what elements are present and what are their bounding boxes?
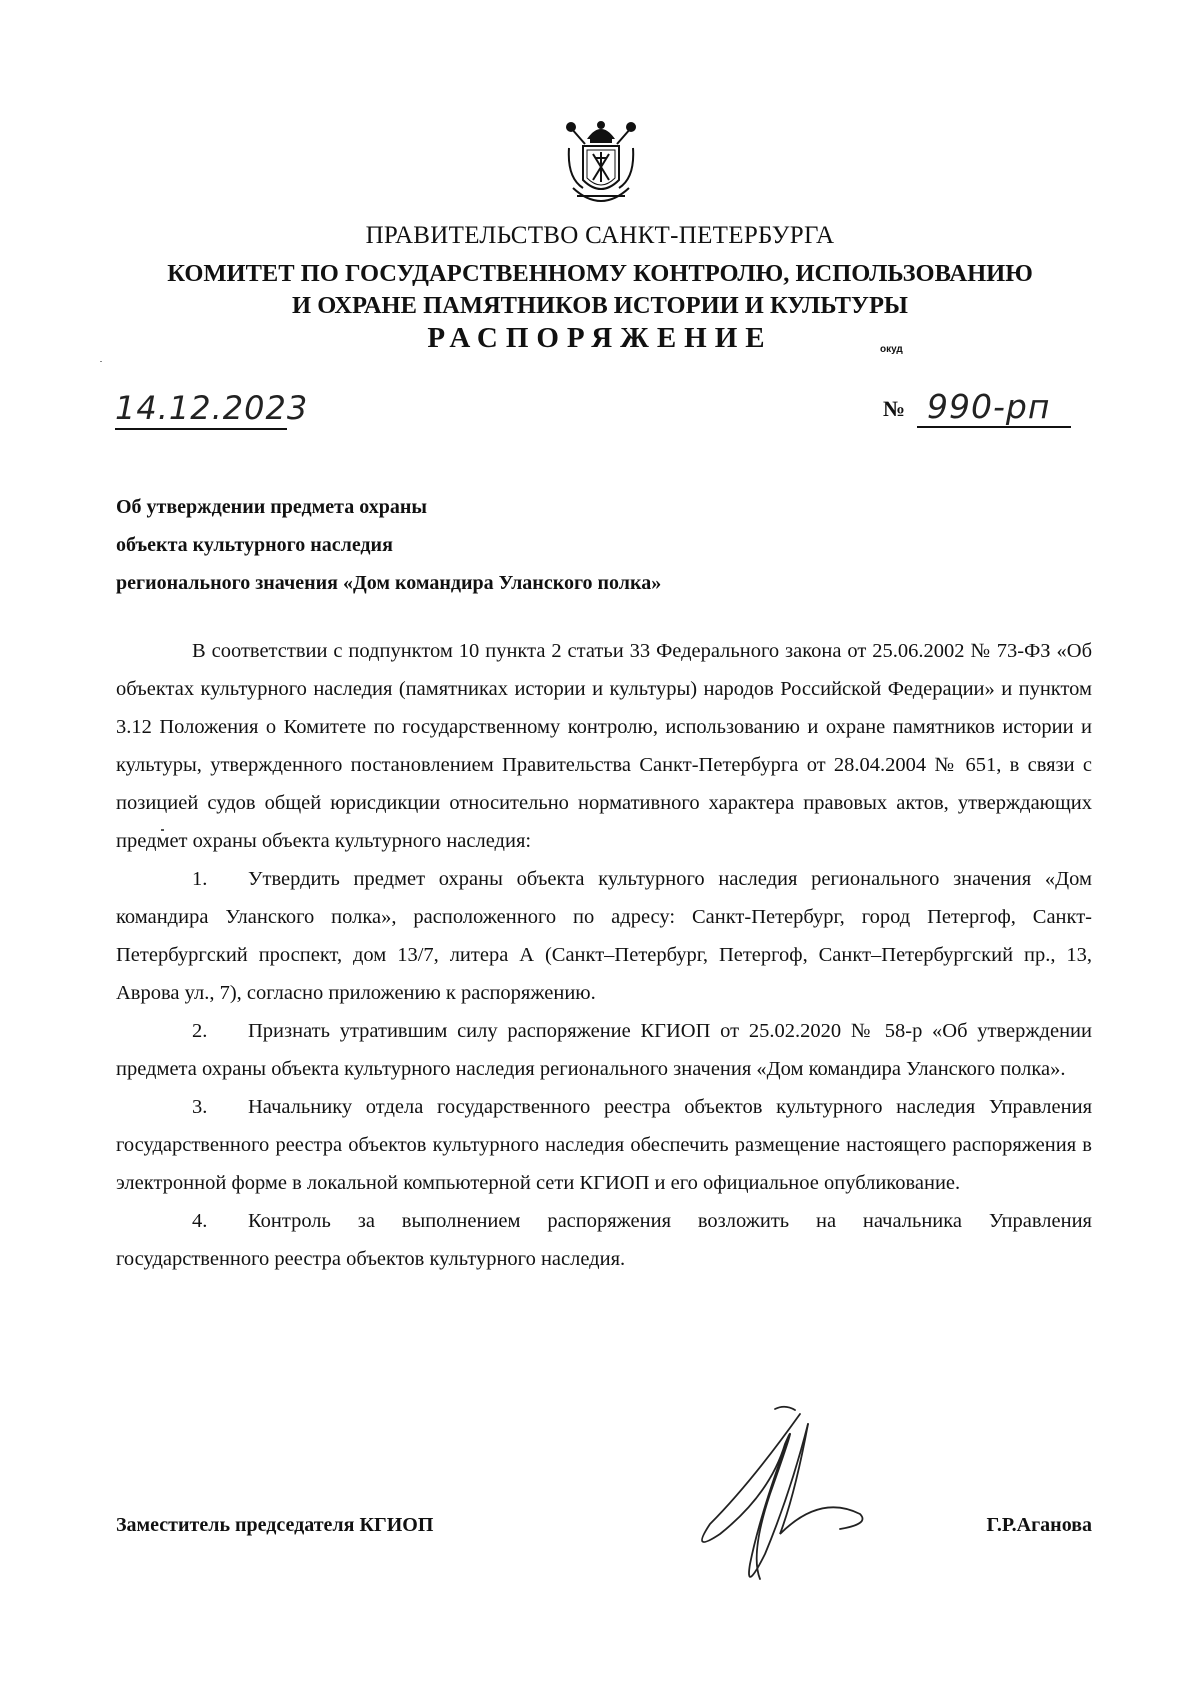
list-item (116, 1088, 1092, 1202)
committee-line-2: И ОХРАНЕ ПАМЯТНИКОВ ИСТОРИИ И КУЛЬТУРЫ (292, 292, 908, 319)
number-value: 990-рп (917, 388, 1071, 428)
committee-line-1: КОМИТЕТ ПО ГОСУДАРСТВЕННОМУ КОНТРОЛЮ, ИСПОЛЬЗОВАНИЮ (167, 260, 1033, 287)
item-text: Контроль за выполнением распоряжения возложить на начальника Управления государственного реестра объектов культурного наследия. (116, 1210, 1092, 1270)
list-item (116, 860, 1092, 1012)
government-title: ПРАВИТЕЛЬСТВО САНКТ-ПЕТЕРБУРГА (365, 222, 835, 249)
item-number: 2. (192, 1020, 208, 1042)
list-item (116, 1202, 1092, 1278)
subject-line-2: объекта культурного наследия (116, 534, 393, 556)
committee-title (0, 258, 1200, 322)
item-text: Признать утратившим силу распоряжение КГИОП от 25.02.2020 № 58-р «Об утверждении предмета охраны объекта культурного наследия регионального значения «Дом командира Уланского полка». (116, 1020, 1092, 1080)
signatory-name: Г.Р.Аганова (986, 1514, 1092, 1536)
subject-line-1: Об утверждении предмета охраны (116, 496, 427, 518)
coat-of-arms-icon (563, 118, 639, 210)
okud-label: окуд (880, 344, 903, 355)
scan-speck (100, 361, 102, 362)
subject-line-3: регионального значения «Дом командира Уланского полка» (116, 572, 662, 594)
document-date: 14.12.2023 (115, 390, 287, 430)
item-number: 3. (192, 1096, 208, 1118)
preamble-paragraph: В соответствии с подпунктом 10 пункта 2 статьи 33 Федерального закона от 25.06.2002 № 73-ФЗ «Об объектах культурного наследия (памятниках истории и культуры) народов Российской Федерации» и пунктом 3.12 Положения о Комитете по государственному контролю, использованию и охране памятников истории и культуры, утвержденного постановлением Правительства Санкт-Петербурга от 28.04.2004 № 651, в связи с позицией судов общей юрисдикции относительно нормативного характера правовых актов, утверждающих предмет охраны объекта культурного наследия: (116, 640, 1092, 852)
list-item (116, 1012, 1092, 1088)
item-text: Начальнику отдела государственного реестра объектов культурного наследия Управления государственного реестра объектов культурного наследия обеспечить размещение настоящего распоряжения в электронной форме в локальной компьютерной сети КГИОП и его официальное опубликование. (116, 1096, 1092, 1194)
document-type: РАСПОРЯЖЕНИЕ (427, 322, 773, 354)
signatory-title: Заместитель председателя КГИОП (116, 1514, 434, 1536)
document-subject (116, 488, 661, 602)
document-body (116, 632, 1092, 1278)
handwritten-signature (690, 1404, 875, 1604)
number-sign: № (883, 396, 906, 421)
item-number: 4. (192, 1210, 208, 1232)
item-text: Утвердить предмет охраны объекта культурного наследия регионального значения «Дом командира Уланского полка», расположенного по адресу: Санкт-Петербург, город Петергоф, Санкт-Петербургский проспект, дом 13/7, литера А (Санкт–Петербург, Петергоф, Санкт–Петербургский пр., 13, Аврова ул., 7), согласно приложению к распоряжению. (116, 868, 1092, 1004)
item-number: 1. (192, 868, 208, 890)
